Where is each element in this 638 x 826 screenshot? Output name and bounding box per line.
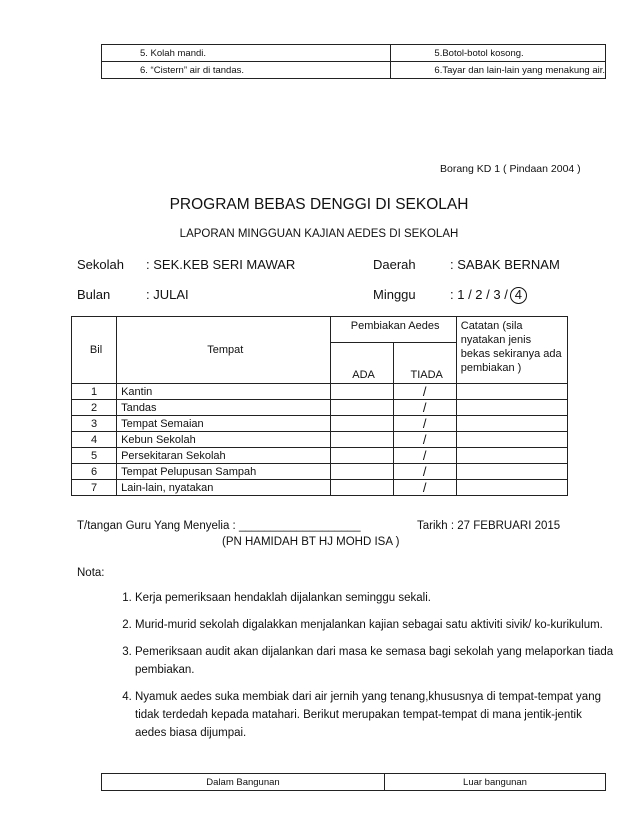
header-pembiakan: Pembiakan Aedes	[330, 317, 456, 343]
header-ada: ADA	[330, 343, 393, 384]
cell-bil: 3	[72, 416, 117, 432]
cell-catatan[interactable]	[456, 432, 567, 448]
cell-tiada[interactable]: /	[393, 416, 456, 432]
bulan-label: Bulan	[77, 287, 111, 302]
cell-catatan[interactable]	[456, 416, 567, 432]
nota-title: Nota:	[77, 567, 105, 579]
table-row	[72, 448, 568, 464]
cell-tempat: Kantin	[117, 384, 330, 400]
report-date: Tarikh : 27 FEBRUARI 2015	[417, 520, 561, 532]
top-location-table	[101, 44, 606, 79]
list-item: 3. Pemeriksaan audit akan dijalankan dari masa ke semasa bagi sekolah yang melaporkan tiada pembiakan.	[135, 643, 615, 679]
table-row	[72, 464, 568, 480]
table-cell: Dalam Bangunan	[102, 774, 385, 791]
minggu-circled-week: 4	[510, 287, 527, 304]
cell-tiada[interactable]: /	[393, 384, 456, 400]
list-item: 4. Nyamuk aedes suka membiak dari air jernih yang tenang,khususnya di tempat-tempat yang tidak terdedah kepada matahari. Berikut merupakan tempat-tempat di mana jentik-jentik aedes biasa dijumpai.	[135, 688, 615, 742]
daerah-value: : SABAK BERNAM	[450, 257, 560, 272]
table-row	[72, 432, 568, 448]
cell-ada[interactable]	[330, 432, 393, 448]
inspection-table	[71, 316, 568, 496]
bottom-location-table	[101, 773, 606, 791]
table-row	[72, 480, 568, 496]
cell-catatan[interactable]	[456, 480, 567, 496]
cell-ada[interactable]	[330, 400, 393, 416]
cell-tempat: Tempat Semaian	[117, 416, 330, 432]
cell-tiada[interactable]: /	[393, 448, 456, 464]
page-subtitle: LAPORAN MINGGUAN KAJIAN AEDES DI SEKOLAH	[179, 228, 459, 240]
cell-tempat: Tandas	[117, 400, 330, 416]
cell-catatan[interactable]	[456, 464, 567, 480]
cell-tiada[interactable]: /	[393, 400, 456, 416]
table-row	[72, 400, 568, 416]
header-bil: Bil	[72, 317, 117, 384]
cell-bil: 6	[72, 464, 117, 480]
cell-tempat: Lain-lain, nyatakan	[117, 480, 330, 496]
cell-catatan[interactable]	[456, 400, 567, 416]
list-item: 1. Kerja pemeriksaan hendaklah dijalankan seminggu sekali.	[135, 589, 615, 607]
minggu-value: : 1 / 2 / 3 /	[450, 287, 508, 302]
cell-tempat: Kebun Sekolah	[117, 432, 330, 448]
cell-bil: 1	[72, 384, 117, 400]
sekolah-value: : SEK.KEB SERI MAWAR	[146, 257, 296, 272]
cell-bil: 4	[72, 432, 117, 448]
signature-line: T/tangan Guru Yang Menyelia : ___________________	[77, 520, 361, 532]
cell-tiada[interactable]: /	[393, 480, 456, 496]
cell-catatan[interactable]	[456, 384, 567, 400]
sekolah-label: Sekolah	[77, 257, 124, 272]
daerah-label: Daerah	[373, 257, 416, 272]
cell-tempat: Persekitaran Sekolah	[117, 448, 330, 464]
cell-ada[interactable]	[330, 384, 393, 400]
table-row	[102, 774, 606, 791]
table-row	[102, 45, 606, 62]
cell-ada[interactable]	[330, 464, 393, 480]
cell-bil: 2	[72, 400, 117, 416]
header-tiada: TIADA	[393, 343, 456, 384]
table-cell: 5.Botol-botol kosong.	[391, 45, 606, 62]
cell-tiada[interactable]: /	[393, 464, 456, 480]
minggu-label: Minggu	[373, 287, 416, 302]
form-reference: Borang KD 1 ( Pindaan 2004 )	[440, 163, 581, 175]
cell-ada[interactable]	[330, 480, 393, 496]
cell-bil: 5	[72, 448, 117, 464]
list-item: 2. Murid-murid sekolah digalakkan menjalankan kajian sebagai satu aktiviti sivik/ ko-kurikulum.	[135, 616, 615, 634]
table-cell: 6.Tayar dan lain-lain yang menakung air.	[391, 62, 606, 79]
table-row	[72, 416, 568, 432]
table-cell: Luar bangunan	[385, 774, 606, 791]
table-cell: 6. “Cistern” air di tandas.	[102, 62, 391, 79]
notes-list	[113, 589, 615, 751]
page-title: PROGRAM BEBAS DENGGI DI SEKOLAH	[169, 196, 469, 213]
cell-tempat: Tempat Pelupusan Sampah	[117, 464, 330, 480]
cell-ada[interactable]	[330, 416, 393, 432]
bulan-value: : JULAI	[146, 287, 189, 302]
minggu-field	[450, 287, 527, 304]
table-row	[72, 384, 568, 400]
table-header-row	[72, 317, 568, 343]
cell-ada[interactable]	[330, 448, 393, 464]
cell-bil: 7	[72, 480, 117, 496]
cell-catatan[interactable]	[456, 448, 567, 464]
header-tempat: Tempat	[117, 317, 330, 384]
supervisor-name: (PN HAMIDAH BT HJ MOHD ISA )	[222, 536, 400, 548]
cell-tiada[interactable]: /	[393, 432, 456, 448]
table-row	[102, 62, 606, 79]
table-cell: 5. Kolah mandi.	[102, 45, 391, 62]
header-catatan: Catatan (sila nyatakan jenis bekas sekiranya ada pembiakan )	[456, 317, 567, 384]
